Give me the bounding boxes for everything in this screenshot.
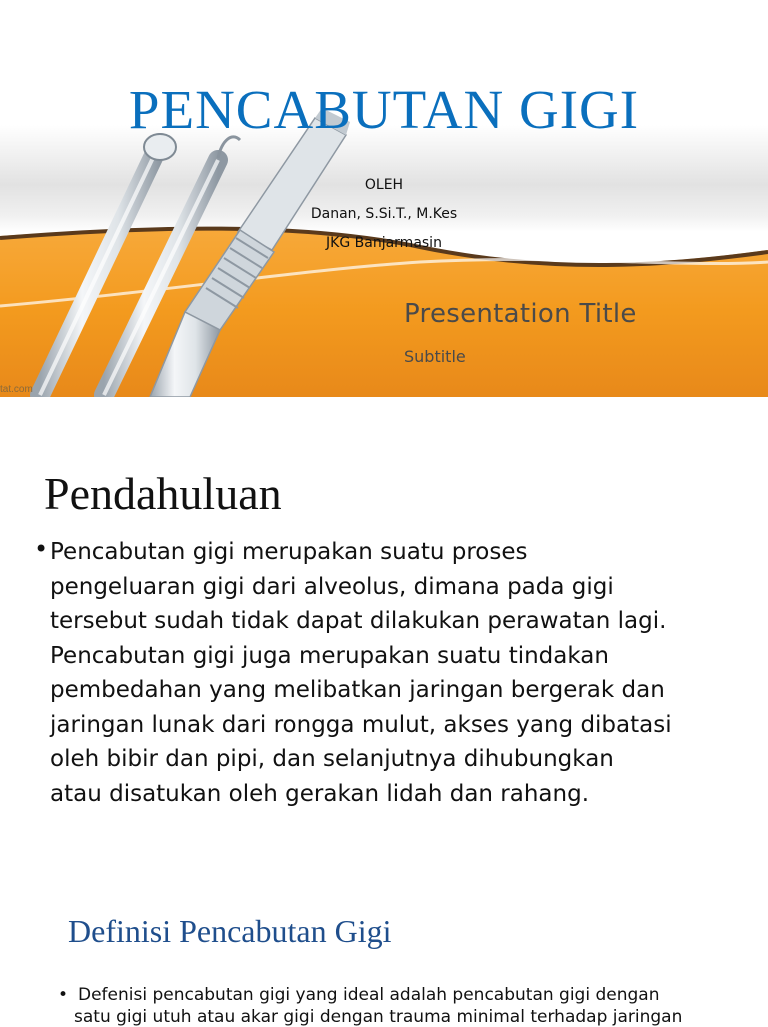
presentation-title: PENCABUTAN GIGI xyxy=(128,79,640,140)
bullet-line: Pencabutan gigi merupakan suatu proses xyxy=(50,539,528,565)
bullet-icon: • xyxy=(58,985,69,1005)
title-slide xyxy=(0,0,768,397)
bullet-line: tersebut sudah tidak dapat dilakukan perawatan lagi. xyxy=(50,608,667,634)
slide-background-graphic xyxy=(0,0,768,397)
bullet-line: Pencabutan gigi juga merupakan suatu tindakan xyxy=(50,642,609,669)
bullet-line: satu gigi utuh atau akar gigi dengan trauma minimal terhadap jaringan xyxy=(74,1007,683,1027)
bullet-line: Defenisi pencabutan gigi yang ideal adalah pencabutan gigi dengan xyxy=(78,985,660,1005)
bullet-text xyxy=(50,535,760,811)
bullet-line: pengeluaran gigi dari alveolus, dimana pada gigi xyxy=(50,573,614,600)
template-title-placeholder: Presentation Title xyxy=(404,299,637,329)
bullet-line: jaringan lunak dari rongga mulut, akses yang dibatasi xyxy=(50,711,672,738)
bullet-line: atau disatukan oleh gerakan lidah dan rahang. xyxy=(50,780,590,807)
slide-heading: Definisi Pencabutan Gigi xyxy=(68,913,392,949)
intro-slide xyxy=(0,397,768,857)
slide-heading: Pendahuluan xyxy=(44,468,282,519)
definition-slide xyxy=(0,857,768,1027)
bullet-icon: • xyxy=(34,535,49,563)
template-subtitle-placeholder: Subtitle xyxy=(404,347,466,366)
author-institution: JKG Banjarmasin xyxy=(326,235,442,251)
watermark-text: tat.com xyxy=(0,384,33,395)
bullet-line: oleh bibir dan pipi, dan selanjutnya dihubungkan xyxy=(50,746,614,772)
author-name: Danan, S.Si.T., M.Kes xyxy=(310,206,458,222)
bullet-line: pembedahan yang melibatkan jaringan bergerak dan xyxy=(50,677,665,703)
author-label: OLEH xyxy=(364,177,404,193)
